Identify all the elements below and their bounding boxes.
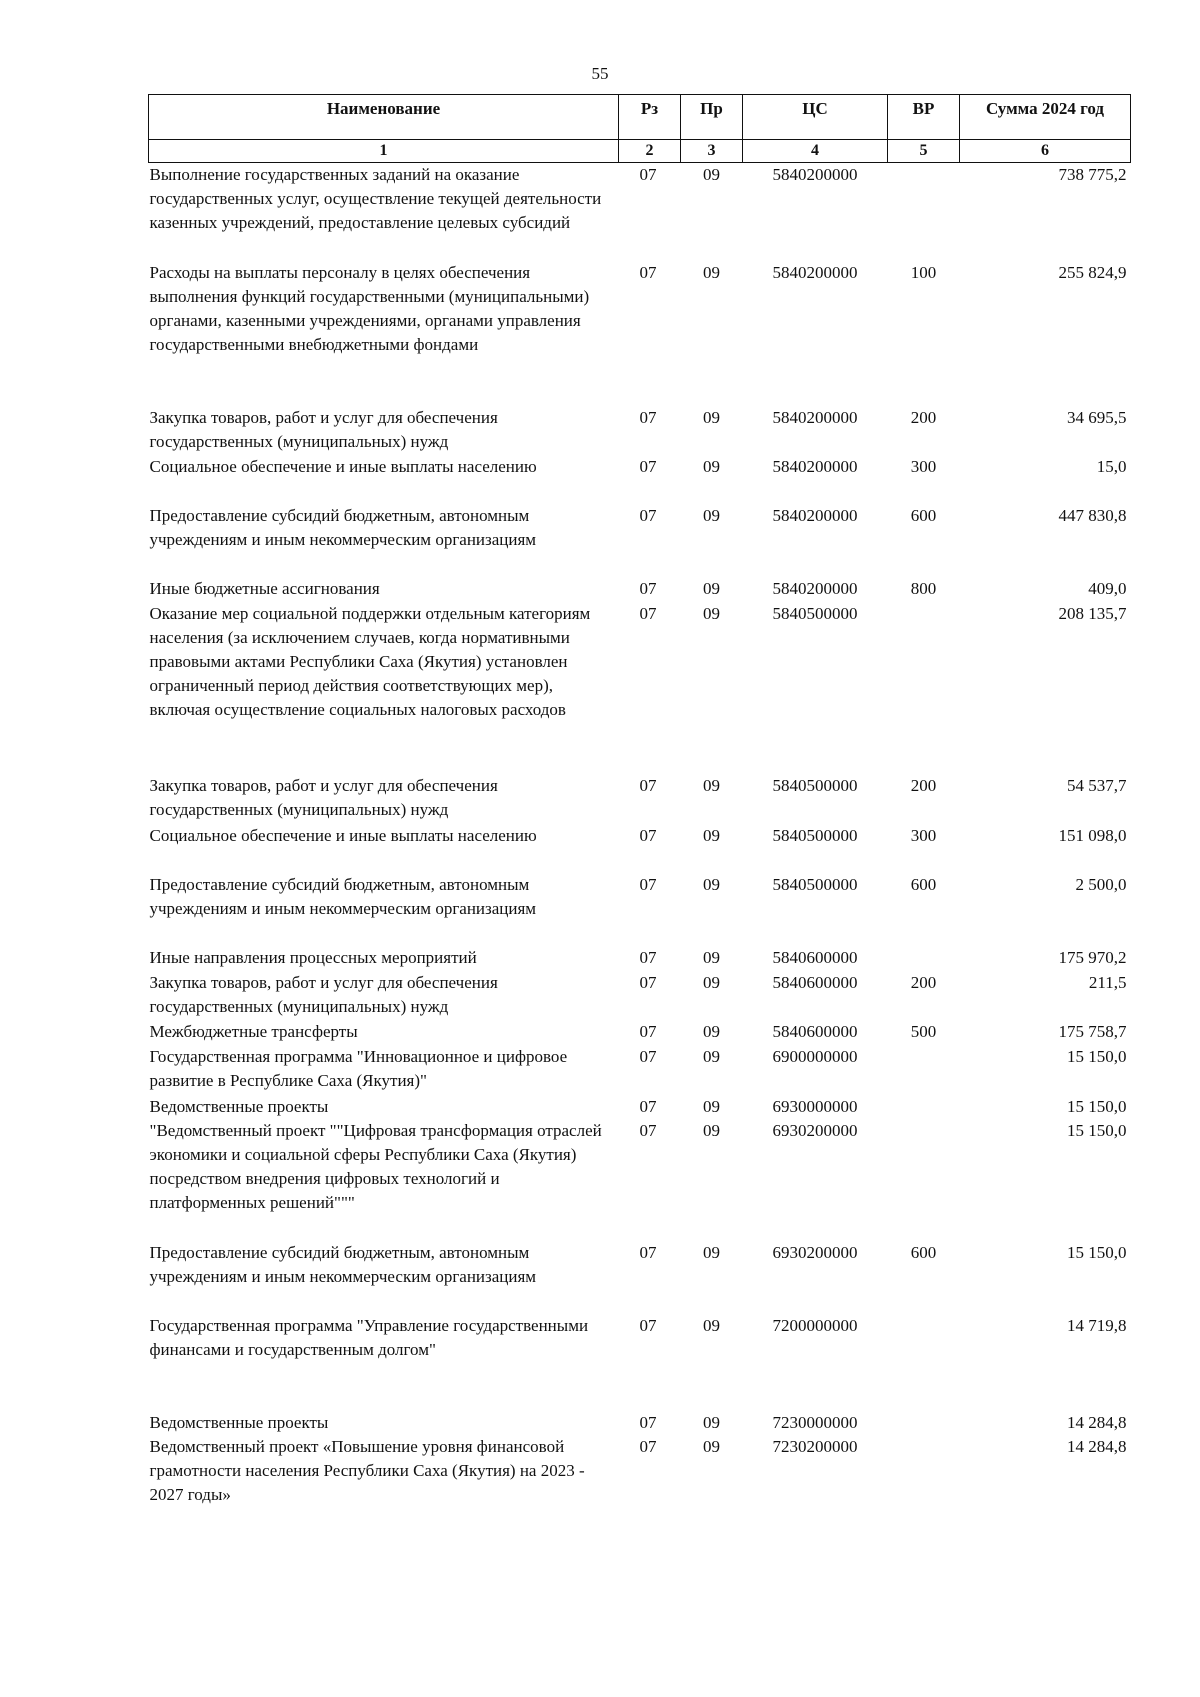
row-rz-cell: 07 (639, 603, 657, 623)
row-cs-cell: 6930200000 (772, 1120, 858, 1140)
header-row (149, 95, 1131, 140)
column-number-row (149, 140, 1131, 163)
row-sum-cell: 447 830,8 (1058, 505, 1127, 525)
row-name-cell: Закупка товаров, работ и услуг для обеспечения государственных (муниципальных) нужд (149, 775, 498, 819)
row-sum-cell: 2 500,0 (1075, 874, 1127, 894)
row-vr-cell (888, 1095, 960, 1119)
table-row (149, 873, 1131, 946)
row-sum-cell: 54 537,7 (1067, 775, 1127, 795)
table-row (149, 455, 1131, 504)
row-sum-cell: 15 150,0 (1067, 1046, 1127, 1066)
row-vr-cell (888, 946, 960, 971)
row-name-cell: Оказание мер социальной поддержки отдельным категориям населения (за исключением случаев, когда нормативными правовыми актами Республики Саха (Якутия) установлен ограниченный период действия соответствующих мер), включая осуществление социальных налоговых расходов (149, 603, 591, 719)
column-number: 2 (619, 140, 681, 163)
row-name-cell: Социальное обеспечение и иные выплаты населению (149, 456, 537, 476)
row-rz-cell: 07 (639, 947, 657, 967)
row-vr-cell: 600 (910, 874, 937, 894)
row-pr-cell: 09 (703, 775, 720, 795)
row-pr-cell: 09 (703, 1315, 720, 1335)
row-name-cell: Предоставление субсидий бюджетным, автономным учреждениям и иным некоммерческим организациям (149, 505, 537, 549)
row-pr-cell: 09 (703, 578, 720, 598)
row-cs-cell: 5840600000 (772, 947, 858, 967)
header-name: Наименование (149, 95, 619, 140)
table-row (149, 261, 1131, 406)
row-sum-cell: 175 758,7 (1058, 1021, 1127, 1041)
row-rz-cell: 07 (639, 1120, 657, 1140)
row-pr-cell: 09 (703, 262, 720, 282)
row-cs-cell: 5840500000 (772, 825, 858, 845)
row-cs-cell: 6900000000 (772, 1046, 858, 1066)
header-sum: Сумма 2024 год (960, 95, 1131, 140)
header-vr: ВР (888, 95, 960, 140)
row-name-cell: Иные направления процессных мероприятий (149, 947, 477, 967)
row-vr-cell (888, 1314, 960, 1411)
row-cs-cell: 5840500000 (772, 775, 858, 795)
row-rz-cell: 07 (639, 165, 657, 184)
row-vr-cell (888, 1411, 960, 1435)
row-vr-cell (888, 1119, 960, 1241)
row-pr-cell: 09 (703, 1412, 720, 1432)
row-name-cell: Предоставление субсидий бюджетным, автономным учреждениям и иным некоммерческим организациям (149, 1242, 537, 1286)
row-cs-cell: 7200000000 (772, 1315, 858, 1335)
row-rz-cell: 07 (639, 874, 657, 894)
row-sum-cell: 255 824,9 (1058, 262, 1127, 282)
table-row (149, 602, 1131, 774)
row-cs-cell: 7230000000 (772, 1412, 858, 1432)
row-sum-cell: 15,0 (1096, 456, 1127, 476)
row-sum-cell: 409,0 (1088, 578, 1127, 598)
row-rz-cell: 07 (639, 578, 657, 598)
row-sum-cell: 15 150,0 (1067, 1242, 1127, 1262)
row-rz-cell: 07 (639, 1436, 657, 1456)
row-cs-cell: 5840500000 (772, 874, 858, 894)
table-row (149, 1095, 1131, 1119)
row-vr-cell: 300 (910, 456, 937, 476)
row-sum-cell: 14 284,8 (1067, 1436, 1127, 1456)
row-rz-cell: 07 (639, 505, 657, 525)
row-name-cell: Ведомственные проекты (149, 1412, 329, 1432)
column-number: 1 (149, 140, 619, 163)
row-pr-cell: 09 (703, 1096, 720, 1116)
row-vr-cell: 200 (910, 775, 937, 795)
row-sum-cell: 208 135,7 (1058, 603, 1127, 623)
row-rz-cell: 07 (639, 1412, 657, 1432)
table-row (149, 163, 1131, 261)
row-cs-cell: 5840200000 (772, 407, 858, 427)
row-cs-cell: 5840200000 (772, 262, 858, 282)
row-cs-cell: 5840200000 (772, 578, 858, 598)
row-pr-cell: 09 (703, 1021, 720, 1041)
row-name-cell: Закупка товаров, работ и услуг для обеспечения государственных (муниципальных) нужд (149, 407, 498, 451)
row-name-cell: Межбюджетные трансферты (149, 1021, 358, 1041)
row-pr-cell: 09 (703, 505, 720, 525)
row-rz-cell: 07 (639, 1021, 657, 1041)
row-vr-cell: 300 (910, 825, 937, 845)
table-row (149, 1314, 1131, 1411)
row-vr-cell (888, 163, 960, 261)
column-number: 5 (888, 140, 960, 163)
row-vr-cell (888, 602, 960, 774)
row-vr-cell (888, 1045, 960, 1095)
table-row (149, 406, 1131, 455)
table-row (149, 504, 1131, 577)
row-cs-cell: 6930000000 (772, 1096, 858, 1116)
column-number: 4 (743, 140, 888, 163)
table-row (149, 1119, 1131, 1241)
row-name-cell: Государственная программа "Инновационное и цифровое развитие в Республике Саха (Якутия)" (149, 1046, 568, 1090)
row-rz-cell: 07 (639, 1315, 657, 1335)
row-rz-cell: 07 (639, 775, 657, 795)
row-cs-cell: 5840500000 (772, 603, 858, 623)
row-cs-cell: 5840600000 (772, 972, 858, 992)
row-pr-cell: 09 (703, 1120, 720, 1140)
row-sum-cell: 14 284,8 (1067, 1412, 1127, 1432)
column-number: 3 (681, 140, 743, 163)
row-name-cell: Расходы на выплаты персоналу в целях обеспечения выполнения функций государственными (муниципальными) органами, казенными учреждениями, органами управления государственными внебюджетными фондами (149, 262, 590, 354)
table-row (149, 824, 1131, 873)
row-pr-cell: 09 (703, 603, 720, 623)
header-cs: ЦС (743, 95, 888, 140)
row-cs-cell: 7230200000 (772, 1436, 858, 1456)
table-row (149, 774, 1131, 824)
row-name-cell: Государственная программа "Управление государственными финансами и государственным долгом" (149, 1315, 589, 1359)
row-vr-cell: 800 (910, 578, 937, 598)
row-rz-cell: 07 (639, 262, 657, 282)
row-vr-cell: 600 (910, 1242, 937, 1262)
row-vr-cell: 600 (910, 505, 937, 525)
table-row (149, 946, 1131, 971)
table-row (149, 577, 1131, 602)
row-rz-cell: 07 (639, 1242, 657, 1262)
row-vr-cell: 100 (910, 262, 937, 282)
table-body (149, 163, 1131, 1507)
row-pr-cell: 09 (703, 947, 720, 967)
row-pr-cell: 09 (703, 407, 720, 427)
page-number: 55 (591, 64, 609, 83)
row-vr-cell: 500 (910, 1021, 937, 1041)
table-row (149, 1435, 1131, 1507)
table-row (149, 1411, 1131, 1435)
row-rz-cell: 07 (639, 1046, 657, 1066)
row-name-cell: Ведомственный проект «Повышение уровня финансовой грамотности населения Республики Саха (Якутия) на 2023 - 2027 годы» (149, 1436, 585, 1504)
row-cs-cell: 5840200000 (772, 165, 858, 184)
row-pr-cell: 09 (703, 456, 720, 476)
row-cs-cell: 5840200000 (772, 456, 858, 476)
row-name-cell: Предоставление субсидий бюджетным, автономным учреждениям и иным некоммерческим организациям (149, 874, 537, 918)
row-sum-cell: 15 150,0 (1067, 1120, 1127, 1140)
row-pr-cell: 09 (703, 1242, 720, 1262)
table-row (149, 1241, 1131, 1314)
row-sum-cell: 34 695,5 (1067, 407, 1127, 427)
row-name-cell: "Ведомственный проект ""Цифровая трансформация отраслей экономики и социальной сферы Республики Саха (Якутия) посредством внедрения цифровых технологий и платформенных решений""" (149, 1120, 602, 1212)
row-sum-cell: 211,5 (1088, 972, 1127, 992)
row-name-cell: Ведомственные проекты (149, 1096, 329, 1116)
row-cs-cell: 5840600000 (772, 1021, 858, 1041)
header-rz: Рз (619, 95, 681, 140)
row-name-cell: Иные бюджетные ассигнования (149, 578, 380, 598)
column-number: 6 (960, 140, 1131, 163)
row-vr-cell: 200 (910, 972, 937, 992)
row-pr-cell: 09 (703, 1436, 720, 1456)
row-rz-cell: 07 (639, 407, 657, 427)
table-row (149, 971, 1131, 1020)
row-pr-cell: 09 (703, 825, 720, 845)
row-sum-cell: 15 150,0 (1067, 1096, 1127, 1116)
row-sum-cell: 175 970,2 (1058, 947, 1127, 967)
row-pr-cell: 09 (703, 972, 720, 992)
row-pr-cell: 09 (703, 1046, 720, 1066)
row-pr-cell: 09 (703, 874, 720, 894)
row-sum-cell: 151 098,0 (1058, 825, 1127, 845)
table-header (149, 95, 1131, 163)
row-cs-cell: 6930200000 (772, 1242, 858, 1262)
row-name-cell: Закупка товаров, работ и услуг для обеспечения государственных (муниципальных) нужд (149, 972, 498, 1016)
row-vr-cell: 200 (910, 407, 937, 427)
row-cs-cell: 5840200000 (772, 505, 858, 525)
row-sum-cell: 738 775,2 (1058, 165, 1127, 184)
budget-table (148, 94, 1131, 1507)
row-rz-cell: 07 (639, 456, 657, 476)
table-row (149, 1020, 1131, 1045)
row-sum-cell: 14 719,8 (1067, 1315, 1127, 1335)
row-name-cell: Выполнение государственных заданий на оказание государственных услуг, осуществление текущей деятельности казенных учреждений, предоставление целевых субсидий (149, 165, 602, 232)
row-pr-cell: 09 (703, 165, 720, 184)
row-rz-cell: 07 (639, 972, 657, 992)
header-pr: Пр (681, 95, 743, 140)
row-name-cell: Социальное обеспечение и иные выплаты населению (149, 825, 537, 845)
row-rz-cell: 07 (639, 1096, 657, 1116)
row-vr-cell (888, 1435, 960, 1507)
row-rz-cell: 07 (639, 825, 657, 845)
table-row (149, 1045, 1131, 1095)
